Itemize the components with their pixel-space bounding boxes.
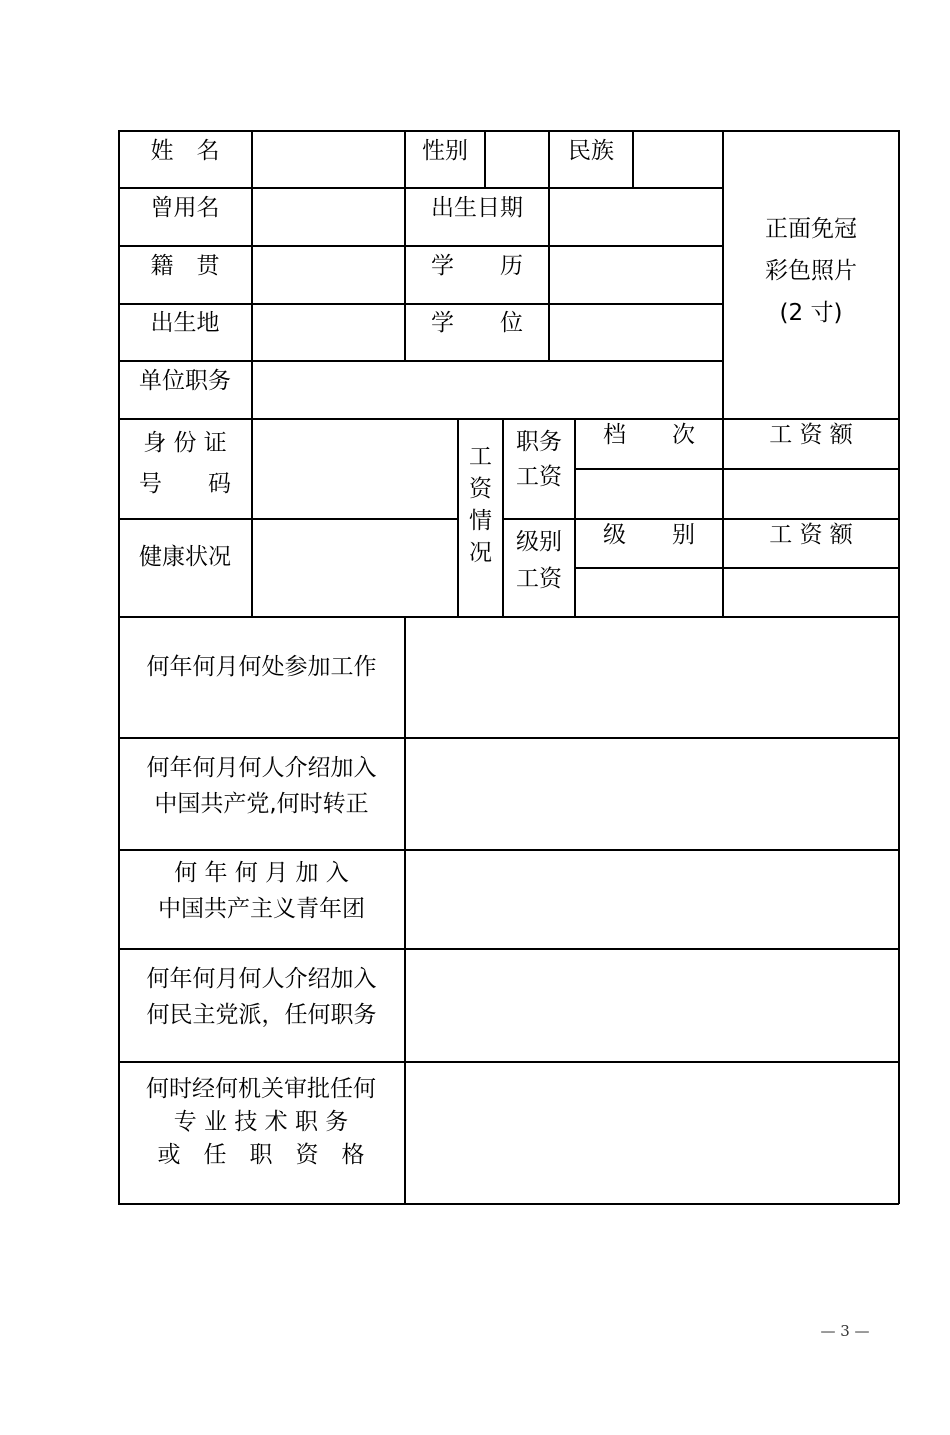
- label-line: 中国共产党,何时转正: [154, 791, 369, 817]
- health-field[interactable]: [253, 520, 456, 615]
- league-join-field[interactable]: [406, 851, 897, 947]
- label-professional-title: [134, 1073, 388, 1172]
- label-line: 何年何月何人介绍加入: [146, 966, 377, 992]
- label-id-number: [134, 423, 236, 505]
- label-line: 中国共产主义青年团: [158, 896, 365, 922]
- label-char: 工: [469, 444, 492, 470]
- label-position-salary: [504, 425, 574, 495]
- label-salary-section: [459, 441, 502, 569]
- label-line: 或 任 职 资 格: [157, 1142, 365, 1168]
- label-amount-1: 工 资 额: [769, 422, 853, 448]
- label-democratic-party: [119, 961, 404, 1033]
- label-line: 职务: [516, 429, 562, 455]
- label-birth-date: 出生日期: [431, 195, 523, 221]
- photo-line: (2 寸): [779, 300, 843, 326]
- table-border-bottom: [118, 1203, 899, 1205]
- label-league-join: [119, 855, 404, 927]
- grade-field[interactable]: [576, 470, 721, 517]
- label-line: 专 业 技 术 职 务: [173, 1109, 349, 1135]
- birth-date-field[interactable]: [550, 189, 721, 244]
- ethnicity-field[interactable]: [634, 132, 721, 186]
- label-char: 资: [469, 476, 492, 502]
- label-unit-position: 单位职务: [139, 368, 231, 394]
- party-join-field[interactable]: [406, 739, 897, 848]
- label-education: 学 历: [431, 253, 523, 279]
- label-line: 工资: [516, 464, 562, 490]
- label-degree: 学 位: [431, 310, 523, 336]
- label-id-number-line2: 号 码: [139, 471, 231, 497]
- level-field[interactable]: [576, 569, 721, 615]
- democratic-party-field[interactable]: [406, 950, 897, 1060]
- id-number-field[interactable]: [253, 420, 456, 517]
- degree-field[interactable]: [550, 305, 721, 359]
- label-id-number-line1: 身 份 证: [143, 430, 227, 456]
- label-rank-salary: [504, 524, 574, 598]
- label-native-place: 籍 贯: [150, 253, 220, 279]
- label-line: 何年何月何人介绍加入: [146, 755, 377, 781]
- work-start-field[interactable]: [406, 618, 897, 736]
- page-number: — 3 —: [820, 1322, 870, 1340]
- label-health: 健康状况: [139, 544, 231, 570]
- gender-field[interactable]: [486, 132, 547, 186]
- education-field[interactable]: [550, 247, 721, 302]
- label-grade: 档 次: [603, 422, 695, 448]
- label-party-join: [119, 750, 404, 822]
- birthplace-field[interactable]: [253, 305, 403, 359]
- label-gender: 性别: [422, 138, 468, 164]
- label-line: 何民主党派，任何职务: [146, 1002, 377, 1028]
- label-char: 况: [469, 540, 492, 566]
- label-name: 姓 名: [150, 138, 220, 164]
- label-level: 级 别: [603, 522, 695, 548]
- label-amount-2: 工 资 额: [769, 522, 853, 548]
- label-birthplace: 出生地: [150, 310, 220, 336]
- photo-line: 彩色照片: [765, 258, 857, 284]
- position-salary-amount-field[interactable]: [724, 470, 897, 517]
- label-line: 级别: [516, 529, 562, 555]
- native-place-field[interactable]: [253, 247, 403, 302]
- name-field[interactable]: [253, 132, 403, 186]
- label-ethnicity: 民族: [568, 138, 614, 164]
- photo-placeholder: [724, 208, 898, 334]
- label-line: 工资: [516, 566, 562, 592]
- label-line: 何时经何机关审批任何: [146, 1076, 376, 1102]
- unit-position-field[interactable]: [253, 362, 721, 417]
- photo-line: 正面免冠: [765, 216, 857, 242]
- label-work-start: 何年何月何处参加工作: [146, 654, 377, 680]
- rank-salary-amount-field[interactable]: [724, 569, 897, 615]
- label-char: 情: [469, 508, 492, 534]
- label-line: 何 年 何 月 加 入: [174, 860, 349, 886]
- professional-title-field[interactable]: [406, 1063, 897, 1202]
- table-border-right: [898, 130, 900, 1204]
- former-name-field[interactable]: [253, 189, 403, 244]
- label-former-name: 曾用名: [150, 195, 220, 221]
